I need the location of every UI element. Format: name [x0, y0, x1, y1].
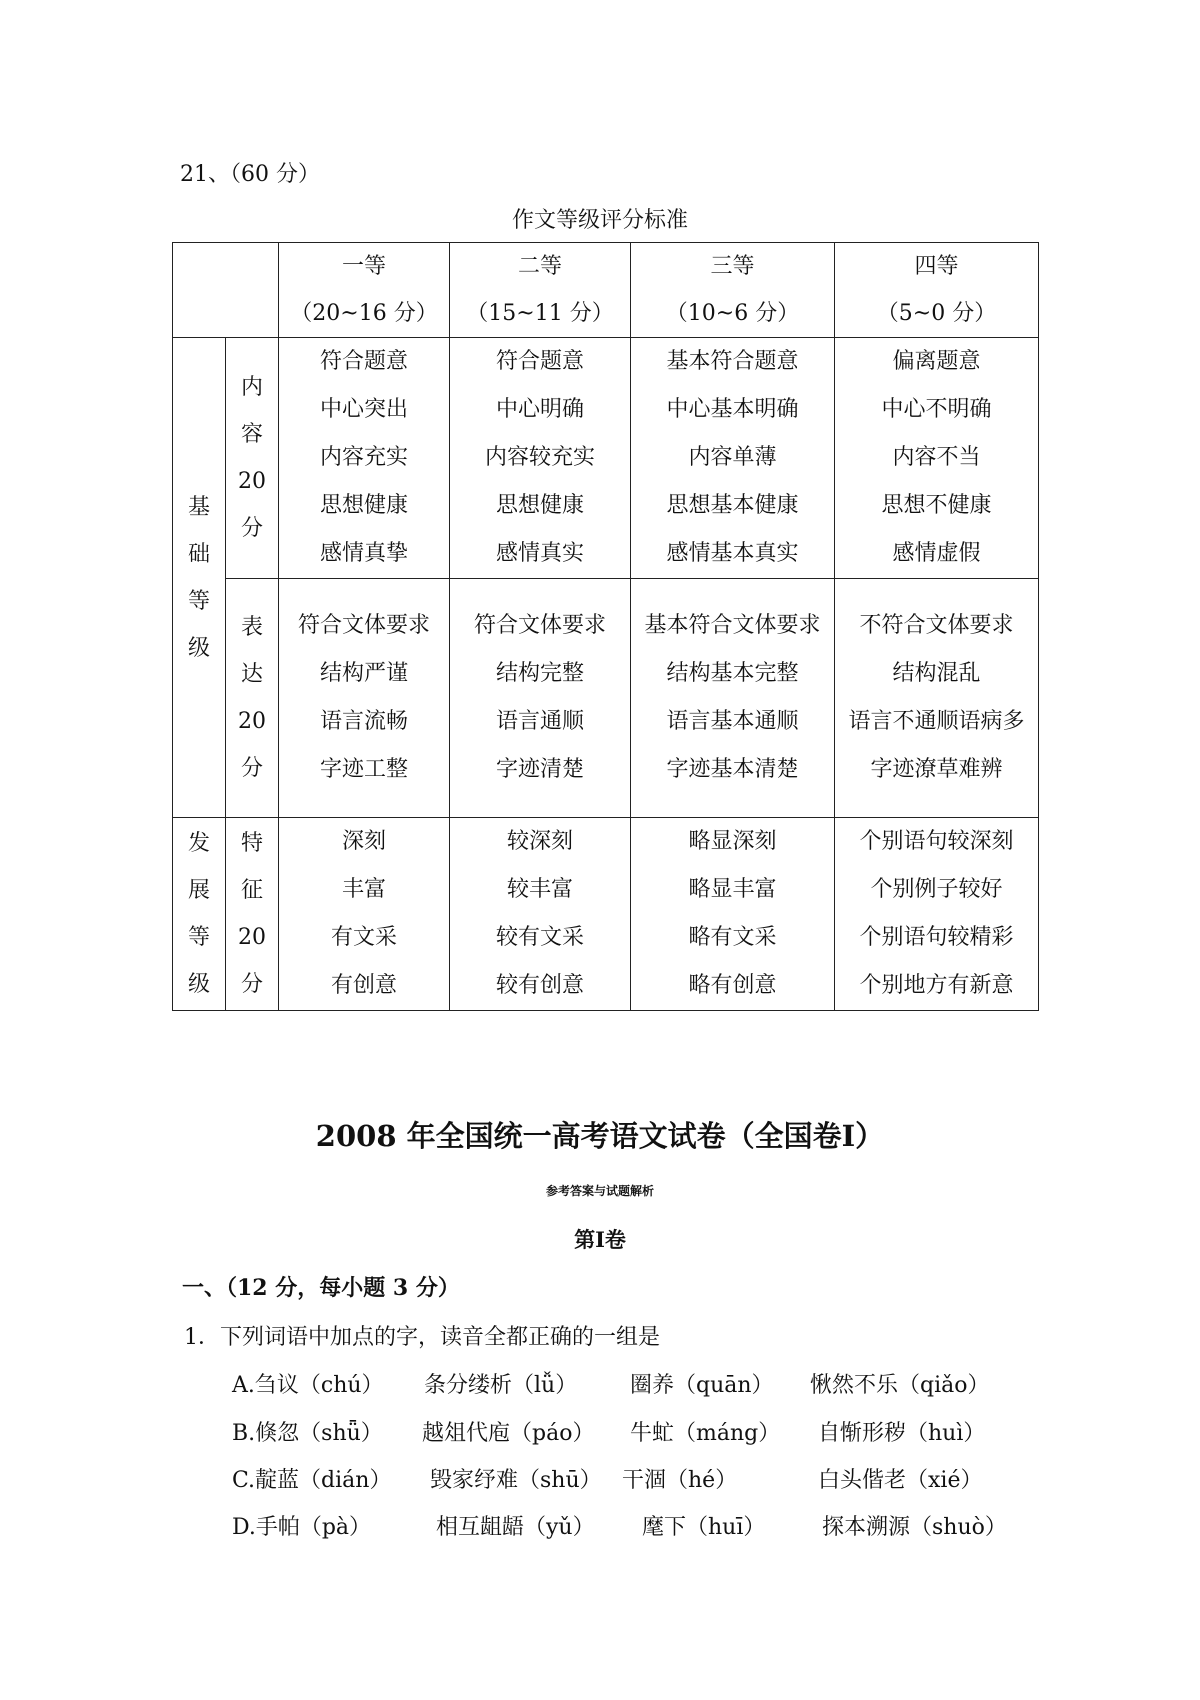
option-c-item-1: C.靛蓝（dián）	[232, 1468, 392, 1493]
expression-grade-3: 基本符合文体要求 结构基本完整 语言基本通顺 字迹基本清楚	[631, 579, 835, 818]
option-d-item-2: 相互龃龉（yǔ）	[436, 1515, 595, 1540]
development-row	[173, 818, 1039, 1011]
expression-row	[173, 579, 1039, 818]
header-grade-3: 三等 （10~6 分）	[631, 243, 835, 338]
group-basic-label: 基 础 等 级	[173, 338, 226, 818]
option-c-item-2: 毁家纾难（shū）	[430, 1468, 602, 1493]
option-d-item-1: D.手帕（pà）	[232, 1515, 372, 1540]
option-a-item-2: 条分缕析（lǚ）	[424, 1373, 578, 1398]
option-b-item-2: 越俎代庖（páo）	[422, 1421, 595, 1446]
feature-grade-1: 深刻 丰富 有文采 有创意	[279, 818, 450, 1011]
document-title: 2008 年全国统一高考语文试卷（全国卷I）	[315, 1119, 885, 1153]
option-a-item-3: 圈养（quān）	[630, 1373, 774, 1398]
group-dev-label: 发 展 等 级	[173, 818, 226, 1011]
option-b-item-4: 自惭形秽（huì）	[818, 1421, 986, 1446]
option-b-item-1: B.倏忽（shǖ）	[232, 1421, 383, 1446]
volume-heading: 第I卷	[574, 1227, 626, 1252]
header-grade-2: 二等 （15~11 分）	[450, 243, 631, 338]
feature-label: 特 征 20 分	[226, 818, 279, 1011]
question-1-text: 1．下列词语中加点的字，读音全都正确的一组是	[184, 1325, 660, 1350]
expression-grade-1: 符合文体要求 结构严谨 语言流畅 字迹工整	[279, 579, 450, 818]
option-b-item-3: 牛虻（máng）	[630, 1421, 781, 1446]
feature-grade-3: 略显深刻 略显丰富 略有文采 略有创意	[631, 818, 835, 1011]
feature-grade-4: 个别语句较深刻 个别例子较好 个别语句较精彩 个别地方有新意	[835, 818, 1039, 1011]
content-grade-2: 符合题意 中心明确 内容较充实 思想健康 感情真实	[450, 338, 631, 579]
option-a-item-1: A.刍议（chú）	[232, 1373, 384, 1398]
content-row	[173, 338, 1039, 579]
expression-label: 表 达 20 分	[226, 579, 279, 818]
expression-grade-2: 符合文体要求 结构完整 语言通顺 字迹清楚	[450, 579, 631, 818]
section-heading: 一、（12 分，每小题 3 分）	[182, 1275, 460, 1301]
content-grade-4: 偏离题意 中心不明确 内容不当 思想不健康 感情虚假	[835, 338, 1039, 579]
option-row-d	[232, 1510, 1052, 1550]
table-title: 作文等级评分标准	[511, 208, 688, 233]
document-subtitle: 参考答案与试题解析	[545, 1184, 654, 1198]
header-grade-4: 四等 （5~0 分）	[835, 243, 1039, 338]
feature-grade-2: 较深刻 较丰富 较有文采 较有创意	[450, 818, 631, 1011]
header-row	[173, 243, 1039, 338]
expression-grade-4: 不符合文体要求 结构混乱 语言不通顺语病多 字迹潦草难辨	[835, 579, 1039, 818]
option-row-a	[232, 1368, 1052, 1408]
content-grade-1: 符合题意 中心突出 内容充实 思想健康 感情真挚	[279, 338, 450, 579]
option-a-item-4: 愀然不乐（qiǎo）	[810, 1373, 990, 1398]
option-row-b	[232, 1416, 1052, 1456]
grading-table	[172, 242, 1039, 1011]
option-c-item-3: 干涸（hé）	[622, 1468, 738, 1493]
content-label: 内 容 20 分	[226, 338, 279, 579]
corner-cell	[173, 243, 279, 338]
option-d-item-3: 麾下（huī）	[642, 1515, 766, 1540]
option-c-item-4: 白头偕老（xié）	[818, 1468, 983, 1493]
header-grade-1: 一等 （20~16 分）	[279, 243, 450, 338]
question-21-label: 21、（60 分）	[180, 162, 320, 187]
option-d-item-4: 探本溯源（shuò）	[822, 1515, 1007, 1540]
option-row-c	[232, 1463, 1052, 1503]
content-grade-3: 基本符合题意 中心基本明确 内容单薄 思想基本健康 感情基本真实	[631, 338, 835, 579]
